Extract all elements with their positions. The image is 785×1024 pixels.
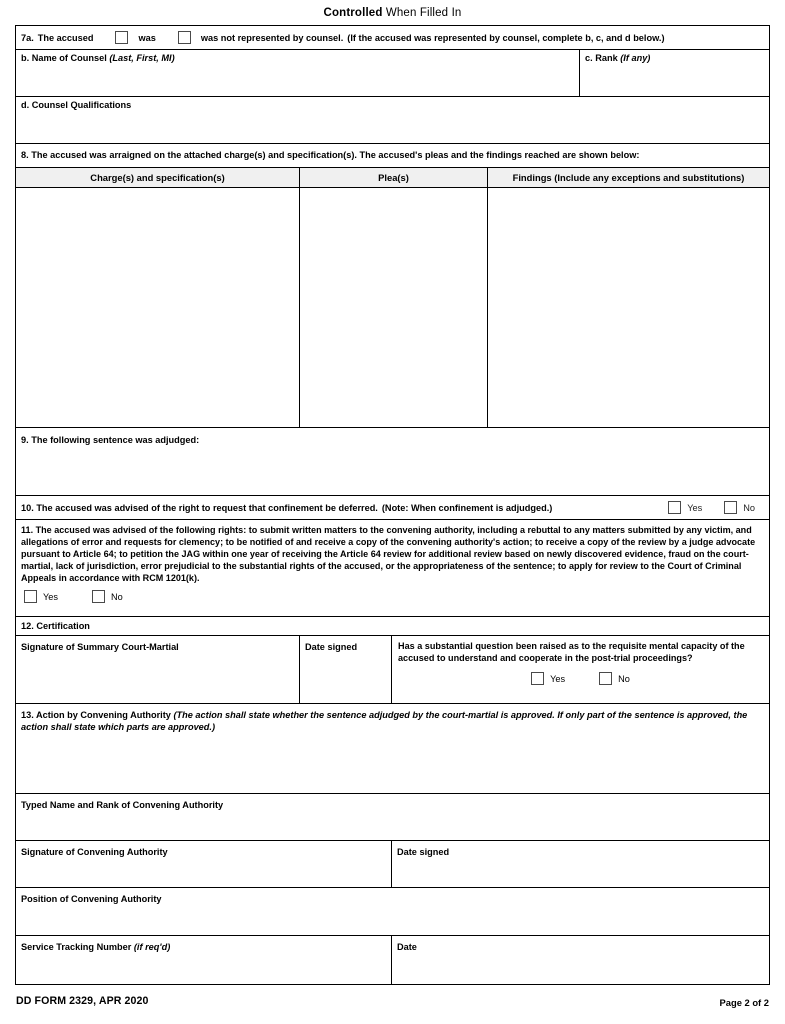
label-7a-was: was bbox=[138, 32, 156, 43]
note-7a: (If the accused was represented by counsel, complete b, c, and d below.) bbox=[347, 32, 665, 43]
label-signature-convening-authority: Signature of Convening Authority bbox=[21, 847, 168, 857]
field-7a-row bbox=[16, 26, 769, 50]
label-13: 13. Action by Convening Authority bbox=[21, 710, 171, 720]
label-12-no: No bbox=[618, 673, 630, 684]
input-pleas[interactable] bbox=[300, 188, 488, 428]
checkbox-12-yes[interactable] bbox=[531, 672, 544, 685]
field-12-mental-capacity-question bbox=[392, 636, 769, 704]
field-signature-convening-authority[interactable] bbox=[16, 841, 392, 888]
label-7b: b. Name of Counsel bbox=[21, 53, 107, 63]
label-12-date-signed: Date signed bbox=[305, 642, 358, 652]
label-12-signature: Signature of Summary Court-Martial bbox=[21, 642, 179, 652]
form-outer-frame bbox=[15, 25, 770, 985]
field-7b-name-of-counsel[interactable] bbox=[16, 50, 580, 97]
label-service-tracking-number: Service Tracking Number bbox=[21, 942, 132, 952]
field-7c-rank[interactable] bbox=[580, 50, 769, 97]
footer-page-number: Page 2 of 2 bbox=[719, 997, 769, 1008]
col-header-charges-text: Charge(s) and specification(s) bbox=[90, 171, 225, 183]
banner-bold-text: Controlled bbox=[323, 7, 383, 19]
label-7a-was-not: was not represented by counsel. bbox=[200, 32, 344, 43]
checkbox-12-no[interactable] bbox=[599, 672, 612, 685]
field-9-sentence-adjudged[interactable] bbox=[16, 428, 769, 496]
field-date-signed-convening-authority[interactable] bbox=[392, 841, 769, 888]
checkbox-11-yes[interactable] bbox=[24, 590, 37, 603]
banner-rest-text: When Filled In bbox=[382, 7, 462, 19]
label-10-no: No bbox=[743, 502, 755, 513]
label-9: 9. The following sentence was adjudged: bbox=[21, 435, 200, 445]
col-header-pleas bbox=[300, 168, 488, 188]
label-position-convening-authority: Position of Convening Authority bbox=[21, 894, 162, 904]
label-7c: c. Rank bbox=[585, 53, 618, 63]
label-date-service-tracking: Date bbox=[397, 942, 417, 952]
input-findings[interactable] bbox=[488, 188, 769, 428]
checkbox-7a-was-not[interactable] bbox=[178, 31, 191, 44]
section-12-header bbox=[16, 617, 769, 636]
label-10-note: (Note: When confinement is adjudged.) bbox=[381, 502, 553, 513]
label-date-signed-convening-authority: Date signed bbox=[397, 847, 450, 857]
col-header-findings-text: Findings (Include any exceptions and substitutions) bbox=[512, 171, 745, 183]
controlled-banner bbox=[0, 7, 785, 19]
field-12-signature-summary-court-martial[interactable] bbox=[16, 636, 300, 704]
label-10-text: 10. The accused was advised of the right to request that confinement be deferred. bbox=[21, 502, 378, 513]
label-10-yes: Yes bbox=[687, 502, 703, 513]
label-11-text: 11. The accused was advised of the following rights: to submit written matters to the convening authority, including a rebuttal to any matters submitted by any victim, and allegations of error and requests for clemency; to be notified of and receive a copy of the convening authority's action; to receive a copy of the review by a judge advocate pursuant to Article 64; to petition the JAG within one year of receiving the Article 64 review for additional review based on newly discovered evidence, fraud on the court-martial, lack of jurisdiction, error prejudicial to the substantial rights of the accused, or the appropriateness of the sentence; to apply for review to the Court of Criminal Appeals in accordance with RCM 1201(k). bbox=[21, 525, 756, 584]
field-typed-name-rank-convening-authority[interactable] bbox=[16, 794, 769, 841]
field-7a-lead-text: The accused bbox=[37, 32, 94, 43]
section-8-intro-text: 8. The accused was arraigned on the attached charge(s) and specification(s). The accused's pleas and the findings reached are shown below: bbox=[21, 150, 640, 160]
label-12-question: Has a substantial question been raised as to the requisite mental capacity of the accused to understand and cooperate in the post-trial proceedings? bbox=[398, 641, 745, 663]
field-service-tracking-number[interactable] bbox=[16, 936, 392, 984]
label-service-tracking-number-italic: (if req'd) bbox=[133, 942, 171, 952]
input-charges-and-specifications[interactable] bbox=[16, 188, 300, 428]
footer-form-id: DD FORM 2329, APR 2020 bbox=[16, 995, 149, 1007]
label-11-no: No bbox=[111, 591, 123, 602]
col-header-charges bbox=[16, 168, 300, 188]
section-12-header-text: 12. Certification bbox=[21, 621, 90, 631]
checkbox-10-yes[interactable] bbox=[668, 501, 681, 514]
col-header-pleas-text: Plea(s) bbox=[378, 171, 409, 183]
field-12-date-signed[interactable] bbox=[300, 636, 392, 704]
label-7d: d. Counsel Qualifications bbox=[21, 100, 132, 110]
field-11-rights-advisement bbox=[16, 520, 769, 617]
field-position-convening-authority[interactable] bbox=[16, 888, 769, 936]
col-header-findings bbox=[488, 168, 769, 188]
section-8-intro bbox=[16, 144, 769, 168]
label-7b-italic: (Last, First, MI) bbox=[109, 53, 175, 63]
label-13-italic: (The action shall state whether the sentence adjudged by the court-martial is approved. If only part of the sentence is approved, the action shall state which parts are approved.) bbox=[21, 710, 748, 732]
label-typed-name-rank: Typed Name and Rank of Convening Authority bbox=[21, 800, 224, 810]
label-12-yes: Yes bbox=[550, 673, 566, 684]
field-7d-counsel-qualifications[interactable] bbox=[16, 97, 769, 144]
checkbox-7a-was[interactable] bbox=[115, 31, 128, 44]
field-date-service-tracking[interactable] bbox=[392, 936, 769, 984]
label-7c-italic: (If any) bbox=[620, 53, 651, 63]
field-13-action-by-convening-authority[interactable] bbox=[16, 704, 769, 794]
label-11-yes: Yes bbox=[43, 591, 58, 602]
checkbox-10-no[interactable] bbox=[724, 501, 737, 514]
field-7a-number: 7a. bbox=[21, 32, 34, 43]
field-10-confinement-deferral bbox=[16, 496, 769, 520]
checkbox-11-no[interactable] bbox=[92, 590, 105, 603]
